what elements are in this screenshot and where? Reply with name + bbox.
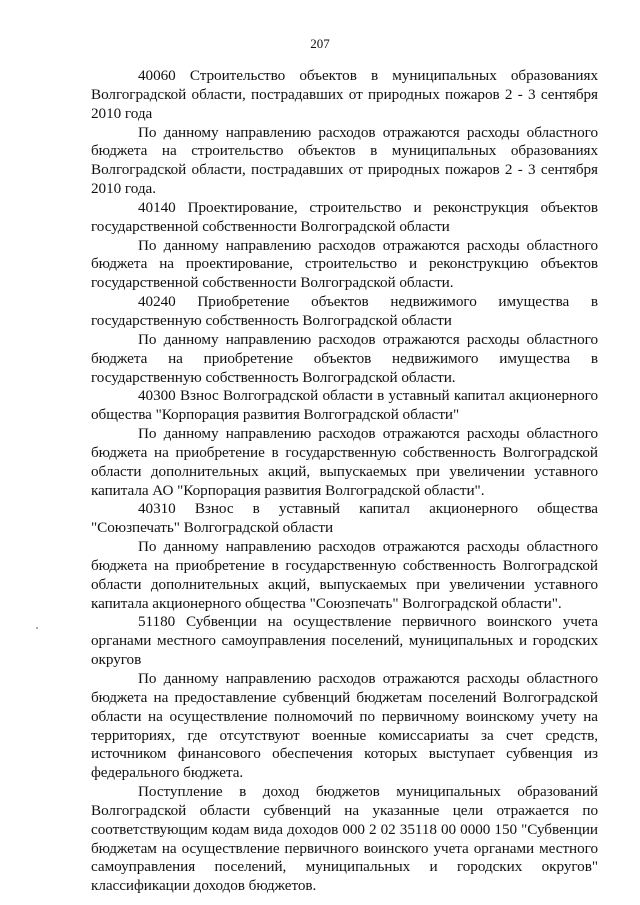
page-number: 207 [310,36,330,51]
document-body [91,67,598,896]
paragraph-40300-description: По данному направлению расходов отражаются расходы областного бюджета на приобретение в государственную собственность Волгоградской области дополнительных акций, выпускаемых при увеличении уставного капитала АО "Корпорация развития Волгоградской области". [91,425,598,499]
paragraph-40310-description: По данному направлению расходов отражаются расходы областного бюджета на приобретение в государственную собственность Волгоградской области дополнительных акций, выпускаемых при увеличении уставного капитала акционерного общества "Союзпечать" Волгоградской области". [91,538,598,612]
paragraph-40300-heading: 40300 Взнос Волгоградской области в уставный капитал акционерного общества "Корпорация развития Волгоградской области" [91,387,598,424]
paragraph-40240-description: По данному направлению расходов отражаются расходы областного бюджета на приобретение объектов недвижимого имущества в государственную собственность Волгоградской области. [91,330,598,386]
paragraph-51180-description: По данному направлению расходов отражаются расходы областного бюджета на предоставление субвенций бюджетам поселений Волгоградской области на осуществление полномочий по первичному воинскому учету на территориях, где отсутствуют военные комиссариаты за счет средств, источником финансового обеспечения которых выступает субвенция из федерального бюджета. [91,670,598,782]
paragraph-40240-heading: 40240 Приобретение объектов недвижимого имущества в государственную собственность Волгоградской области [91,293,598,329]
paragraph-40310-heading: 40310 Взнос в уставный капитал акционерного общества "Союзпечать" Волгоградской области [91,500,598,537]
paragraph-40060-description: По данному направлению расходов отражаются расходы областного бюджета на строительство объектов в муниципальных образованиях Волгоградской области, пострадавших от природных пожаров 2 - 3 сентября 2010 года. [91,123,598,198]
paragraph-40060-heading: 40060 Строительство объектов в муниципальных образованиях Волгоградской области, пострадавших от природных пожаров 2 - 3 сентября 2010 года [91,67,598,122]
paragraph-40140-heading: 40140 Проектирование, строительство и реконструкция объектов государственной собственности Волгоградской области [91,198,598,235]
paragraph-51180-revenue-note: Поступление в доход бюджетов муниципальных образований Волгоградской области субвенций на указанные цели отражается по соответствующим кодам вида доходов 000 2 02 35118 00 0000 150 "Субвенции бюджетам на осуществление первичного воинского учета органами местного самоуправления поселений, муниципальных и городских округов" классификации доходов бюджетов. [91,783,598,895]
paragraph-51180-heading: 51180 Субвенции на осуществление первичного воинского учета органами местного самоуправления поселений, муниципальных и городских округов [91,613,598,669]
scan-margin-mark [36,627,38,629]
paragraph-40140-description: По данному направлению расходов отражаются расходы областного бюджета на проектирование, строительство и реконструкцию объектов государственной собственности Волгоградской области. [91,236,598,292]
